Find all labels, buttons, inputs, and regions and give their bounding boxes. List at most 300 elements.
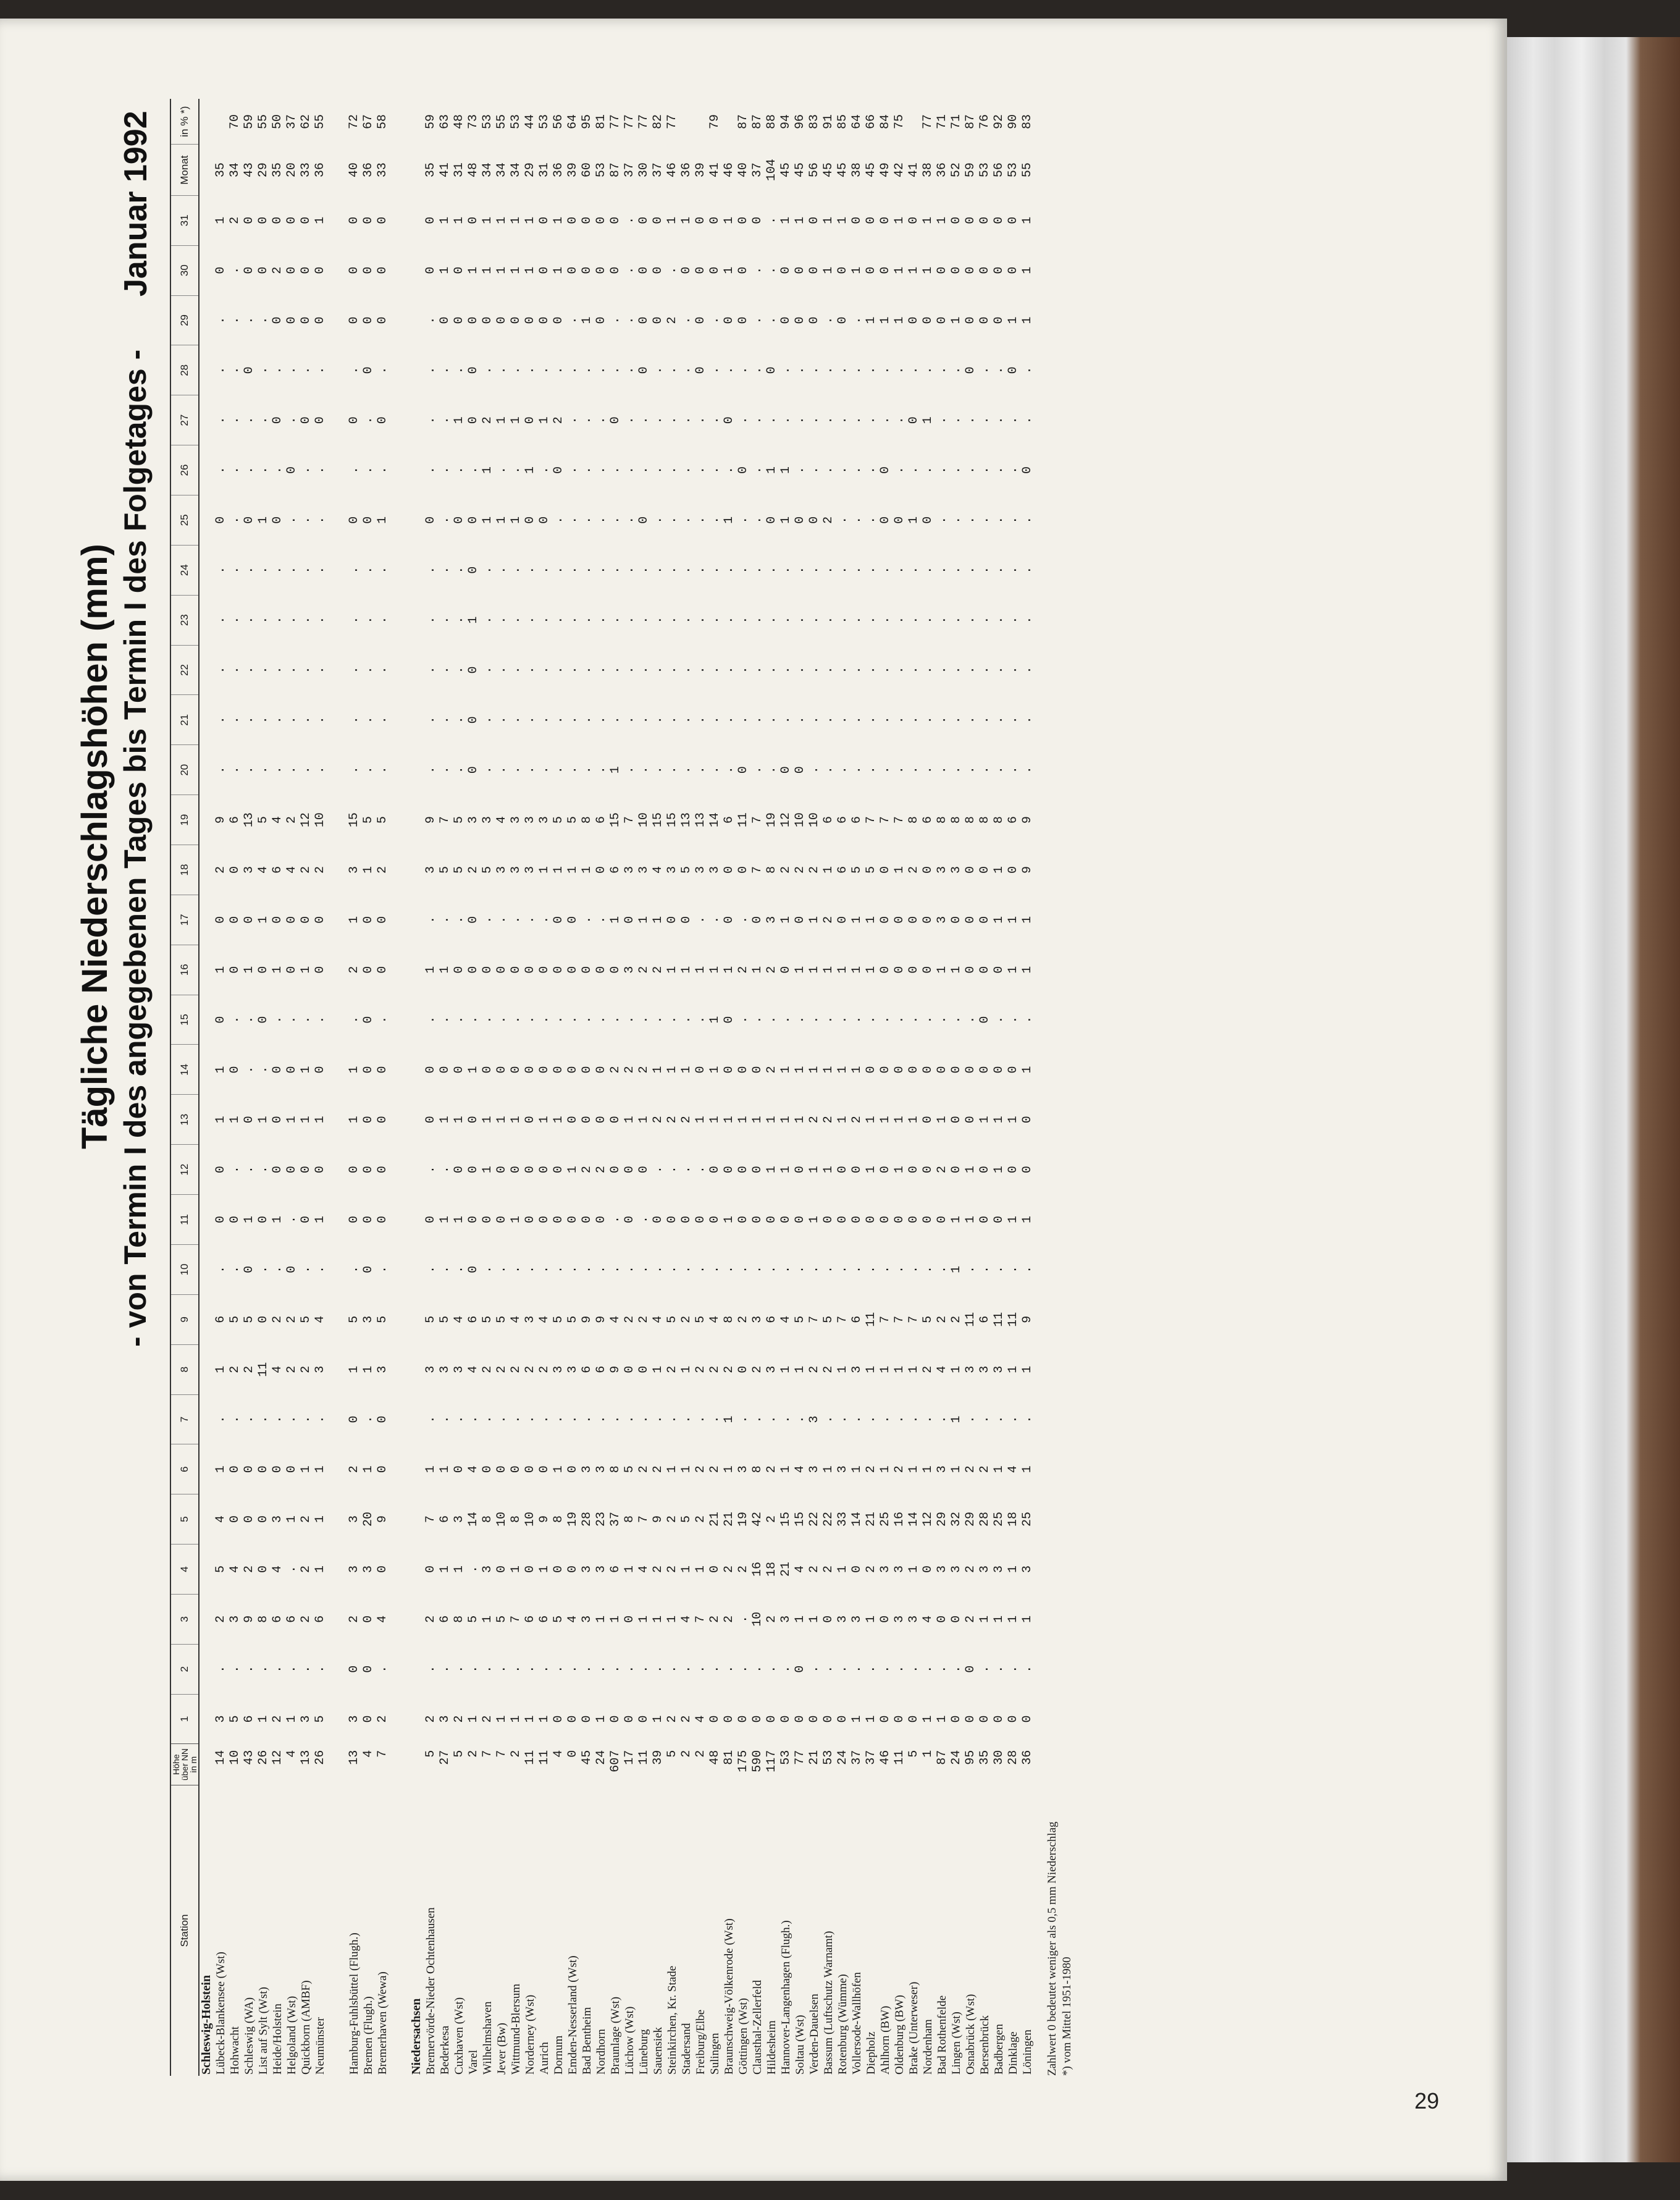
day-value: . (821, 1265, 836, 1273)
day-value: 6 (214, 1315, 228, 1323)
day-value: 0 (949, 1615, 964, 1623)
day-value: 8 (992, 816, 1006, 824)
day-value: . (921, 766, 935, 774)
table-row (452, 99, 466, 2076)
day-value: 1 (523, 216, 537, 224)
day-value: . (750, 416, 765, 424)
day-value: 0 (836, 1166, 850, 1174)
day-value: 1 (481, 1615, 495, 1623)
day-value: 1 (242, 1216, 256, 1224)
day-value: 3 (481, 1565, 495, 1573)
day-value: . (850, 516, 864, 524)
day-value: 25 (1020, 1512, 1035, 1527)
day-value: . (537, 466, 552, 474)
day-value: . (214, 1415, 228, 1423)
day-value: . (750, 1665, 765, 1673)
day-value: 7 (836, 1315, 850, 1323)
day-value: 1 (864, 316, 878, 324)
day-value: 0 (964, 1715, 978, 1723)
day-value: . (523, 1665, 537, 1673)
station-height: 95 (964, 1750, 978, 1765)
month-total: 45 (836, 162, 850, 178)
day-value: . (850, 1016, 864, 1024)
day-value: 6 (271, 866, 285, 874)
day-value: 1 (935, 966, 949, 974)
day-value: 1 (523, 1715, 537, 1723)
day-value: 8 (552, 1515, 566, 1524)
day-value: . (271, 366, 285, 374)
station-name: Nordhorn (594, 2029, 608, 2075)
day-value: 0 (537, 1166, 552, 1174)
day-value: 0 (228, 966, 242, 974)
day-value: 5 (361, 816, 376, 824)
day-value: 8 (722, 1315, 736, 1323)
day-value: . (878, 1665, 892, 1673)
day-value: 1 (850, 966, 864, 974)
day-value: . (736, 716, 750, 724)
percent-of-mean: 66 (864, 114, 878, 129)
day-value: . (921, 1016, 935, 1024)
day-value: 0 (679, 1216, 694, 1224)
day-value: 5 (313, 1715, 327, 1723)
day-value: 2 (665, 1116, 679, 1124)
day-value: 2 (537, 1365, 552, 1373)
day-value: . (623, 266, 637, 274)
station-name: Lübeck-Blankensee (Wst) (214, 1952, 227, 2075)
day-value: 0 (424, 1216, 438, 1224)
day-value: 0 (750, 916, 765, 924)
table-row (594, 99, 608, 2076)
day-value: . (228, 1265, 242, 1273)
day-value: 3 (836, 1465, 850, 1473)
day-value: 2 (376, 1715, 390, 1723)
day-value: 2 (807, 866, 821, 874)
station-name: Verden-Dauelsen (807, 1994, 821, 2075)
day-value: . (438, 666, 452, 674)
day-value: . (907, 616, 921, 624)
day-value: . (256, 416, 271, 424)
day-value: 8 (256, 1615, 271, 1623)
day-value: . (438, 466, 452, 474)
month-total: 104 (765, 159, 779, 182)
table-row (978, 99, 992, 2076)
day-value: . (623, 416, 637, 424)
day-value: 0 (736, 466, 750, 474)
day-value: 3 (949, 866, 964, 874)
day-value: . (992, 616, 1006, 624)
day-value: 0 (347, 1665, 361, 1673)
day-value: 5 (376, 1315, 390, 1323)
percent-of-mean: 87 (736, 114, 750, 129)
percent-of-mean: 55 (256, 114, 271, 129)
day-value: . (566, 766, 580, 774)
day-value: 2 (608, 1066, 623, 1074)
day-value: 0 (949, 916, 964, 924)
day-value: 0 (376, 1565, 390, 1573)
day-value: . (878, 616, 892, 624)
day-value: . (537, 766, 552, 774)
day-value: . (347, 766, 361, 774)
header-day: 16 (170, 945, 199, 995)
day-value: 1 (722, 1216, 736, 1224)
day-value: 2 (424, 1615, 438, 1623)
percent-of-mean: 59 (242, 114, 256, 129)
day-value: 0 (271, 1465, 285, 1473)
day-value: 4 (537, 1315, 552, 1323)
day-value: . (736, 1016, 750, 1024)
day-value: . (271, 1016, 285, 1024)
day-value: . (552, 366, 566, 374)
percent-of-mean: 87 (750, 114, 765, 129)
day-value: 1 (552, 216, 566, 224)
table-row (722, 99, 736, 2076)
day-value: 19 (765, 812, 779, 828)
day-value: . (228, 1415, 242, 1423)
day-value: 1 (992, 1116, 1006, 1124)
day-value: 2 (285, 1365, 299, 1373)
day-value: 0 (361, 516, 376, 524)
day-value: . (580, 766, 594, 774)
day-value: 0 (361, 316, 376, 324)
day-value: 0 (821, 1216, 836, 1224)
day-value: 1 (523, 266, 537, 274)
month-total: 46 (722, 162, 736, 178)
station-height: 1 (921, 1750, 935, 1758)
day-value: . (623, 766, 637, 774)
day-value: 0 (878, 466, 892, 474)
day-value: . (694, 1415, 708, 1423)
day-value: 20 (361, 1512, 376, 1527)
day-value: . (679, 516, 694, 524)
day-value: 42 (750, 1512, 765, 1527)
day-value: . (850, 1665, 864, 1673)
day-value: . (376, 766, 390, 774)
day-value: 0 (438, 316, 452, 324)
day-value: . (935, 1016, 949, 1024)
day-value: 3 (992, 1565, 1006, 1573)
day-value: 0 (637, 366, 651, 374)
day-value: 0 (978, 1166, 992, 1174)
day-value: 0 (242, 1116, 256, 1124)
day-value: . (623, 466, 637, 474)
day-value: 4 (228, 1565, 242, 1573)
day-value: 2 (637, 1066, 651, 1074)
day-value: . (836, 616, 850, 624)
percent-of-mean: 50 (271, 114, 285, 129)
day-value: . (637, 716, 651, 724)
day-value: 15 (793, 1512, 807, 1527)
day-value: 9 (1020, 816, 1035, 824)
day-value: . (347, 716, 361, 724)
day-value: . (821, 1016, 836, 1024)
day-value: 10 (793, 812, 807, 828)
day-value: 0 (242, 516, 256, 524)
day-value: 3 (228, 1615, 242, 1623)
day-value: 1 (1020, 1066, 1035, 1074)
group-row (410, 99, 424, 2076)
day-value: . (694, 1665, 708, 1673)
day-value: . (722, 366, 736, 374)
header-day: 10 (170, 1244, 199, 1294)
day-value: 0 (361, 1066, 376, 1074)
day-value: 0 (722, 916, 736, 924)
day-value: 0 (466, 666, 481, 674)
day-value: . (228, 366, 242, 374)
day-value: . (1006, 666, 1020, 674)
day-value: 0 (566, 916, 580, 924)
day-value: 1 (361, 1465, 376, 1473)
day-value: 1 (452, 216, 466, 224)
day-value: 1 (722, 1415, 736, 1423)
day-value: . (509, 916, 523, 924)
station-name: Dinklage (1006, 2031, 1020, 2075)
day-value: 0 (765, 1715, 779, 1723)
day-value: 1 (1006, 966, 1020, 974)
day-value: 5 (438, 866, 452, 874)
day-value: . (935, 766, 949, 774)
day-value: . (580, 666, 594, 674)
day-value: . (623, 216, 637, 224)
day-value: 1 (509, 266, 523, 274)
day-value: . (242, 416, 256, 424)
day-value: . (509, 766, 523, 774)
day-value: . (1006, 1415, 1020, 1423)
day-value: 16 (750, 1561, 765, 1577)
station-name: List auf Sylt (Wst) (256, 1987, 270, 2075)
group-row (199, 99, 214, 2076)
day-value: 0 (313, 1166, 327, 1174)
day-value: . (907, 566, 921, 574)
day-value: 0 (878, 866, 892, 874)
day-value: 33 (836, 1512, 850, 1527)
day-value: . (1006, 1016, 1020, 1024)
day-value: 6 (836, 816, 850, 824)
day-value: . (665, 1265, 679, 1273)
header-day: 19 (170, 795, 199, 845)
station-name: Bersenbrück (978, 2015, 991, 2075)
day-value: 0 (949, 1066, 964, 1074)
day-value: . (750, 266, 765, 274)
day-value: . (1006, 716, 1020, 724)
page-number: 29 (1414, 2088, 1440, 2114)
day-value: . (665, 566, 679, 574)
day-value: 0 (566, 266, 580, 274)
day-value: 0 (537, 216, 552, 224)
day-value: 1 (708, 966, 722, 974)
station-name: Diepholz (864, 2031, 878, 2075)
day-value: . (765, 716, 779, 724)
day-value: . (765, 1665, 779, 1673)
day-value: 1 (878, 1365, 892, 1373)
day-value: 0 (921, 1565, 935, 1573)
day-value: . (552, 716, 566, 724)
day-value: . (1006, 616, 1020, 624)
day-value: . (694, 1265, 708, 1273)
station-name: Lingen (Wst) (949, 2012, 963, 2075)
day-value: 0 (722, 1166, 736, 1174)
day-value: . (750, 666, 765, 674)
station-height: 4 (552, 1750, 566, 1758)
table-row (935, 99, 949, 2076)
day-value: 22 (821, 1512, 836, 1527)
day-value: 1 (214, 1365, 228, 1373)
day-value: 1 (679, 1066, 694, 1074)
day-value: 0 (566, 216, 580, 224)
header-station: Station (170, 1785, 199, 2076)
header-day: 27 (170, 395, 199, 445)
day-value: 3 (892, 1615, 907, 1623)
day-value: 0 (1020, 1166, 1035, 1174)
day-value: . (594, 1665, 608, 1673)
day-value: 1 (509, 1216, 523, 1224)
percent-of-mean: 71 (949, 114, 964, 129)
day-value: 0 (376, 316, 390, 324)
header-month: Monat (170, 145, 199, 195)
day-value: 0 (978, 1715, 992, 1723)
percent-of-mean: 64 (850, 114, 864, 129)
day-value: . (313, 466, 327, 474)
day-value: 0 (552, 316, 566, 324)
day-value: 0 (750, 1216, 765, 1224)
day-value: 23 (594, 1512, 608, 1527)
day-value: . (580, 916, 594, 924)
day-value: 0 (347, 416, 361, 424)
day-value: 1 (214, 1116, 228, 1124)
day-value: . (566, 1415, 580, 1423)
day-value: 5 (821, 1315, 836, 1323)
day-value: . (347, 566, 361, 574)
table-row (509, 99, 523, 2076)
day-value: 3 (509, 816, 523, 824)
day-value: . (438, 1166, 452, 1174)
day-value: 5 (481, 1315, 495, 1323)
day-value: . (481, 1415, 495, 1423)
percent-of-mean: 84 (878, 114, 892, 129)
month-label: Januar 1992 (118, 111, 154, 297)
day-value: 1 (347, 1116, 361, 1124)
station-height: 117 (765, 1750, 779, 1772)
day-value: 0 (361, 1715, 376, 1723)
day-value: . (228, 266, 242, 274)
day-value: 6 (850, 1315, 864, 1323)
day-value: . (214, 416, 228, 424)
day-value: . (708, 716, 722, 724)
day-value: 0 (361, 1116, 376, 1124)
day-value: . (864, 1265, 878, 1273)
day-value: . (992, 666, 1006, 674)
day-value: . (452, 466, 466, 474)
station-height: 26 (313, 1750, 327, 1765)
month-total: 29 (523, 162, 537, 178)
day-value: 0 (878, 916, 892, 924)
day-value: . (964, 616, 978, 624)
day-value: . (907, 1016, 921, 1024)
month-total: 35 (271, 162, 285, 178)
day-value: . (736, 1615, 750, 1623)
month-total: 60 (580, 162, 594, 178)
day-value: . (694, 1016, 708, 1024)
day-value: . (495, 566, 509, 574)
day-value: 3 (964, 1365, 978, 1373)
day-value: 1 (1020, 916, 1035, 924)
day-value: 0 (452, 966, 466, 974)
day-value: 3 (765, 1365, 779, 1373)
day-value: . (424, 566, 438, 574)
day-value: 21 (864, 1512, 878, 1527)
day-value: 0 (299, 216, 313, 224)
day-value: . (424, 466, 438, 474)
day-value: 0 (608, 1116, 623, 1124)
day-value: 0 (1006, 366, 1020, 374)
day-value: 0 (594, 1216, 608, 1224)
day-value: . (552, 1415, 566, 1423)
day-value: . (594, 466, 608, 474)
day-value: . (376, 666, 390, 674)
day-value: 2 (347, 1465, 361, 1473)
day-value: . (949, 516, 964, 524)
day-value: . (214, 1265, 228, 1273)
table-row (793, 99, 807, 2076)
day-value: . (821, 716, 836, 724)
day-value: . (552, 766, 566, 774)
day-value: . (594, 516, 608, 524)
day-value: . (285, 716, 299, 724)
day-value: 0 (694, 366, 708, 374)
station-height: 39 (651, 1750, 665, 1765)
day-value: . (651, 516, 665, 524)
day-value: . (708, 1265, 722, 1273)
day-value: 1 (836, 216, 850, 224)
day-value: . (285, 516, 299, 524)
day-value: 0 (878, 1615, 892, 1623)
day-value: . (438, 566, 452, 574)
station-name: Wittmund-Blersum (509, 1984, 523, 2075)
percent-of-mean: 59 (424, 114, 438, 129)
page-title: Tägliche Niederschlagshöhen (mm) (75, 544, 115, 1149)
day-value: 3 (313, 1365, 327, 1373)
day-value: 3 (242, 866, 256, 874)
station-height: 24 (594, 1750, 608, 1765)
day-value: . (424, 1265, 438, 1273)
table-row (537, 99, 552, 2076)
day-value: . (907, 766, 921, 774)
percent-of-mean: 90 (1006, 114, 1020, 129)
day-value: 0 (836, 266, 850, 274)
day-value: 5 (495, 1315, 509, 1323)
day-value: 0 (779, 766, 793, 774)
day-value: 0 (978, 866, 992, 874)
day-value: 1 (850, 1465, 864, 1473)
day-value: 8 (978, 816, 992, 824)
day-value: . (935, 716, 949, 724)
day-value: . (608, 616, 623, 624)
day-value: 1 (623, 1565, 637, 1573)
table-row (807, 99, 821, 2076)
day-value: . (694, 916, 708, 924)
day-value: 15 (651, 812, 665, 828)
percent-of-mean: 56 (552, 114, 566, 129)
day-value: 0 (836, 316, 850, 324)
day-value: . (821, 566, 836, 574)
percent-of-mean: 92 (992, 114, 1006, 129)
day-value: . (242, 766, 256, 774)
month-total: 36 (679, 162, 694, 178)
day-value: 0 (285, 316, 299, 324)
table-row (850, 99, 864, 2076)
day-value: 0 (466, 1166, 481, 1174)
day-value: 1 (452, 1116, 466, 1124)
day-value: 0 (376, 916, 390, 924)
